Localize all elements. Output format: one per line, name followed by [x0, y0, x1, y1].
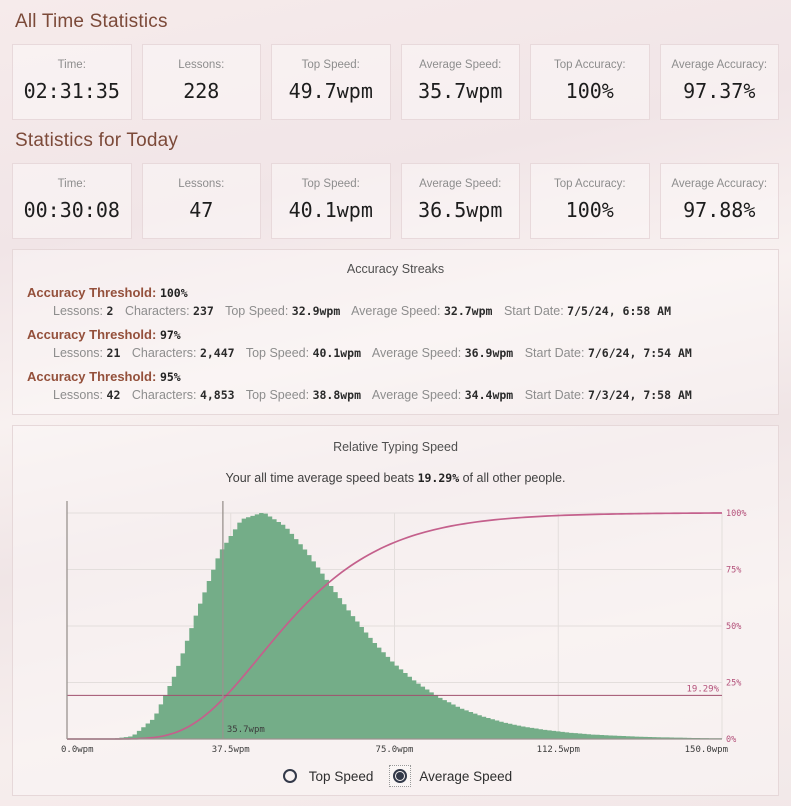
threshold-label: Accuracy Threshold:	[27, 369, 157, 384]
stat-label: Top Speed:	[301, 59, 360, 71]
svg-text:100%: 100%	[726, 509, 747, 519]
streak-97	[27, 327, 764, 360]
accuracy-streaks-title: Accuracy Streaks	[346, 262, 445, 276]
field-label: Average Speed:	[351, 304, 441, 318]
field-label: Characters:	[124, 304, 190, 318]
all-time-stats-row	[12, 44, 779, 120]
svg-text:0%: 0%	[726, 735, 737, 745]
radio-focus-box	[279, 765, 301, 787]
radio-label: Average Speed	[419, 768, 513, 784]
stat-card-today-average-speed	[401, 163, 521, 239]
stat-value: 35.7wpm	[418, 79, 503, 103]
accuracy-streaks-panel	[12, 249, 779, 415]
stat-value: 228	[183, 79, 220, 103]
today-stats-row	[12, 163, 779, 239]
stat-label: Top Accuracy:	[553, 178, 626, 190]
stat-card-today-time	[12, 163, 132, 239]
svg-text:50%: 50%	[726, 622, 742, 632]
svg-text:150.0wpm: 150.0wpm	[684, 745, 728, 755]
stat-value: 100%	[565, 198, 614, 222]
stat-value: 97.88%	[683, 198, 756, 222]
stat-card-today-average-accuracy	[660, 163, 780, 239]
stat-value: 47	[189, 198, 214, 222]
today-statistics-title: Statistics for Today	[15, 130, 179, 151]
stat-value: 36.5wpm	[418, 198, 503, 222]
streak-95	[27, 369, 764, 402]
svg-text:75.0wpm: 75.0wpm	[375, 745, 414, 755]
svg-text:19.29%: 19.29%	[686, 684, 719, 695]
field-value: 2	[106, 304, 114, 318]
threshold-label: Accuracy Threshold:	[27, 285, 157, 300]
svg-text:25%: 25%	[726, 678, 742, 689]
stat-card-today-top-speed	[271, 163, 391, 239]
stat-card-today-lessons	[142, 163, 262, 239]
stat-label: Lessons:	[178, 178, 225, 190]
field-value: 40.1wpm	[312, 346, 362, 360]
radio-average-speed[interactable]	[389, 765, 512, 787]
field-value: 36.9wpm	[464, 346, 514, 360]
stat-label: Lessons:	[178, 59, 225, 71]
subtitle-percent: 19.29%	[417, 471, 460, 485]
field-value: 38.8wpm	[312, 388, 362, 402]
field-value: 21	[106, 346, 121, 360]
stat-value: 97.37%	[683, 79, 756, 103]
radio-circle-icon[interactable]	[393, 769, 407, 783]
field-label: Characters:	[131, 388, 197, 402]
stat-card-today-top-accuracy	[530, 163, 650, 239]
all-time-statistics-title: All Time Statistics	[15, 11, 168, 32]
stat-label: Time:	[57, 178, 86, 190]
threshold-value: 95%	[159, 370, 181, 384]
stat-label: Average Speed:	[419, 59, 502, 71]
stat-card-alltime-time	[12, 44, 132, 120]
stat-label: Average Accuracy:	[671, 178, 768, 190]
field-label: Average Speed:	[371, 388, 462, 402]
field-value: 42	[106, 388, 121, 402]
stat-label: Top Accuracy:	[553, 59, 626, 71]
field-value: 34.4wpm	[464, 388, 514, 402]
relative-typing-speed-title: Relative Typing Speed	[333, 440, 458, 454]
field-label: Start Date:	[503, 304, 564, 318]
field-value: 237	[193, 304, 214, 318]
field-label: Start Date:	[524, 346, 585, 360]
stat-card-alltime-top-accuracy	[530, 44, 650, 120]
field-label: Start Date:	[524, 388, 585, 402]
speed-mode-controls	[13, 765, 778, 787]
stat-label: Top Speed:	[301, 178, 360, 190]
svg-text:35.7wpm: 35.7wpm	[226, 725, 265, 735]
streak-details	[53, 388, 764, 402]
streak-threshold	[27, 369, 764, 384]
threshold-value: 100%	[159, 286, 188, 300]
stat-value: 40.1wpm	[288, 198, 373, 222]
radio-top-speed[interactable]	[279, 765, 374, 787]
svg-text:75%: 75%	[726, 565, 742, 576]
field-label: Top Speed:	[245, 388, 310, 402]
stat-card-alltime-average-accuracy	[660, 44, 780, 120]
stat-label: Time:	[57, 59, 86, 71]
streak-threshold	[27, 285, 764, 300]
stat-label: Average Speed:	[419, 178, 502, 190]
streak-100	[27, 285, 764, 318]
subtitle-suffix: of all other people.	[459, 471, 566, 485]
streak-threshold	[27, 327, 764, 342]
svg-text:0.0wpm: 0.0wpm	[61, 745, 94, 755]
threshold-label: Accuracy Threshold:	[27, 327, 157, 342]
field-label: Lessons:	[53, 346, 104, 360]
stat-card-alltime-lessons	[142, 44, 262, 120]
field-label: Lessons:	[53, 304, 104, 318]
field-label: Average Speed:	[371, 346, 462, 360]
relative-typing-speed-panel	[12, 425, 779, 796]
field-value: 7/5/24, 6:58 AM	[567, 304, 672, 318]
field-label: Top Speed:	[225, 304, 289, 318]
stat-label: Average Accuracy:	[671, 59, 768, 71]
radio-label: Top Speed	[308, 768, 374, 784]
stat-value: 49.7wpm	[288, 79, 373, 103]
svg-text:112.5wpm: 112.5wpm	[536, 745, 580, 755]
field-value: 2,447	[199, 346, 235, 360]
stat-card-alltime-average-speed	[401, 44, 521, 120]
subtitle-prefix: Your all time average speed beats	[225, 471, 418, 485]
chart-subtitle	[13, 471, 778, 485]
relative-typing-speed-chart	[13, 489, 778, 761]
field-label: Top Speed:	[245, 346, 310, 360]
threshold-value: 97%	[159, 328, 181, 342]
field-value: 32.9wpm	[291, 304, 341, 318]
field-value: 7/6/24, 7:54 AM	[587, 346, 692, 360]
svg-text:37.5wpm: 37.5wpm	[211, 745, 250, 755]
stat-card-alltime-top-speed	[271, 44, 391, 120]
streak-details	[53, 304, 764, 318]
radio-focus-box	[389, 765, 411, 787]
field-label: Characters:	[131, 346, 197, 360]
stat-value: 00:30:08	[23, 198, 120, 222]
stat-value: 02:31:35	[23, 79, 120, 103]
streak-details	[53, 346, 764, 360]
radio-circle-icon[interactable]	[283, 769, 297, 783]
field-value: 4,853	[199, 388, 235, 402]
stat-value: 100%	[565, 79, 614, 103]
field-value: 7/3/24, 7:58 AM	[587, 388, 692, 402]
field-value: 32.7wpm	[443, 304, 493, 318]
field-label: Lessons:	[53, 388, 104, 402]
